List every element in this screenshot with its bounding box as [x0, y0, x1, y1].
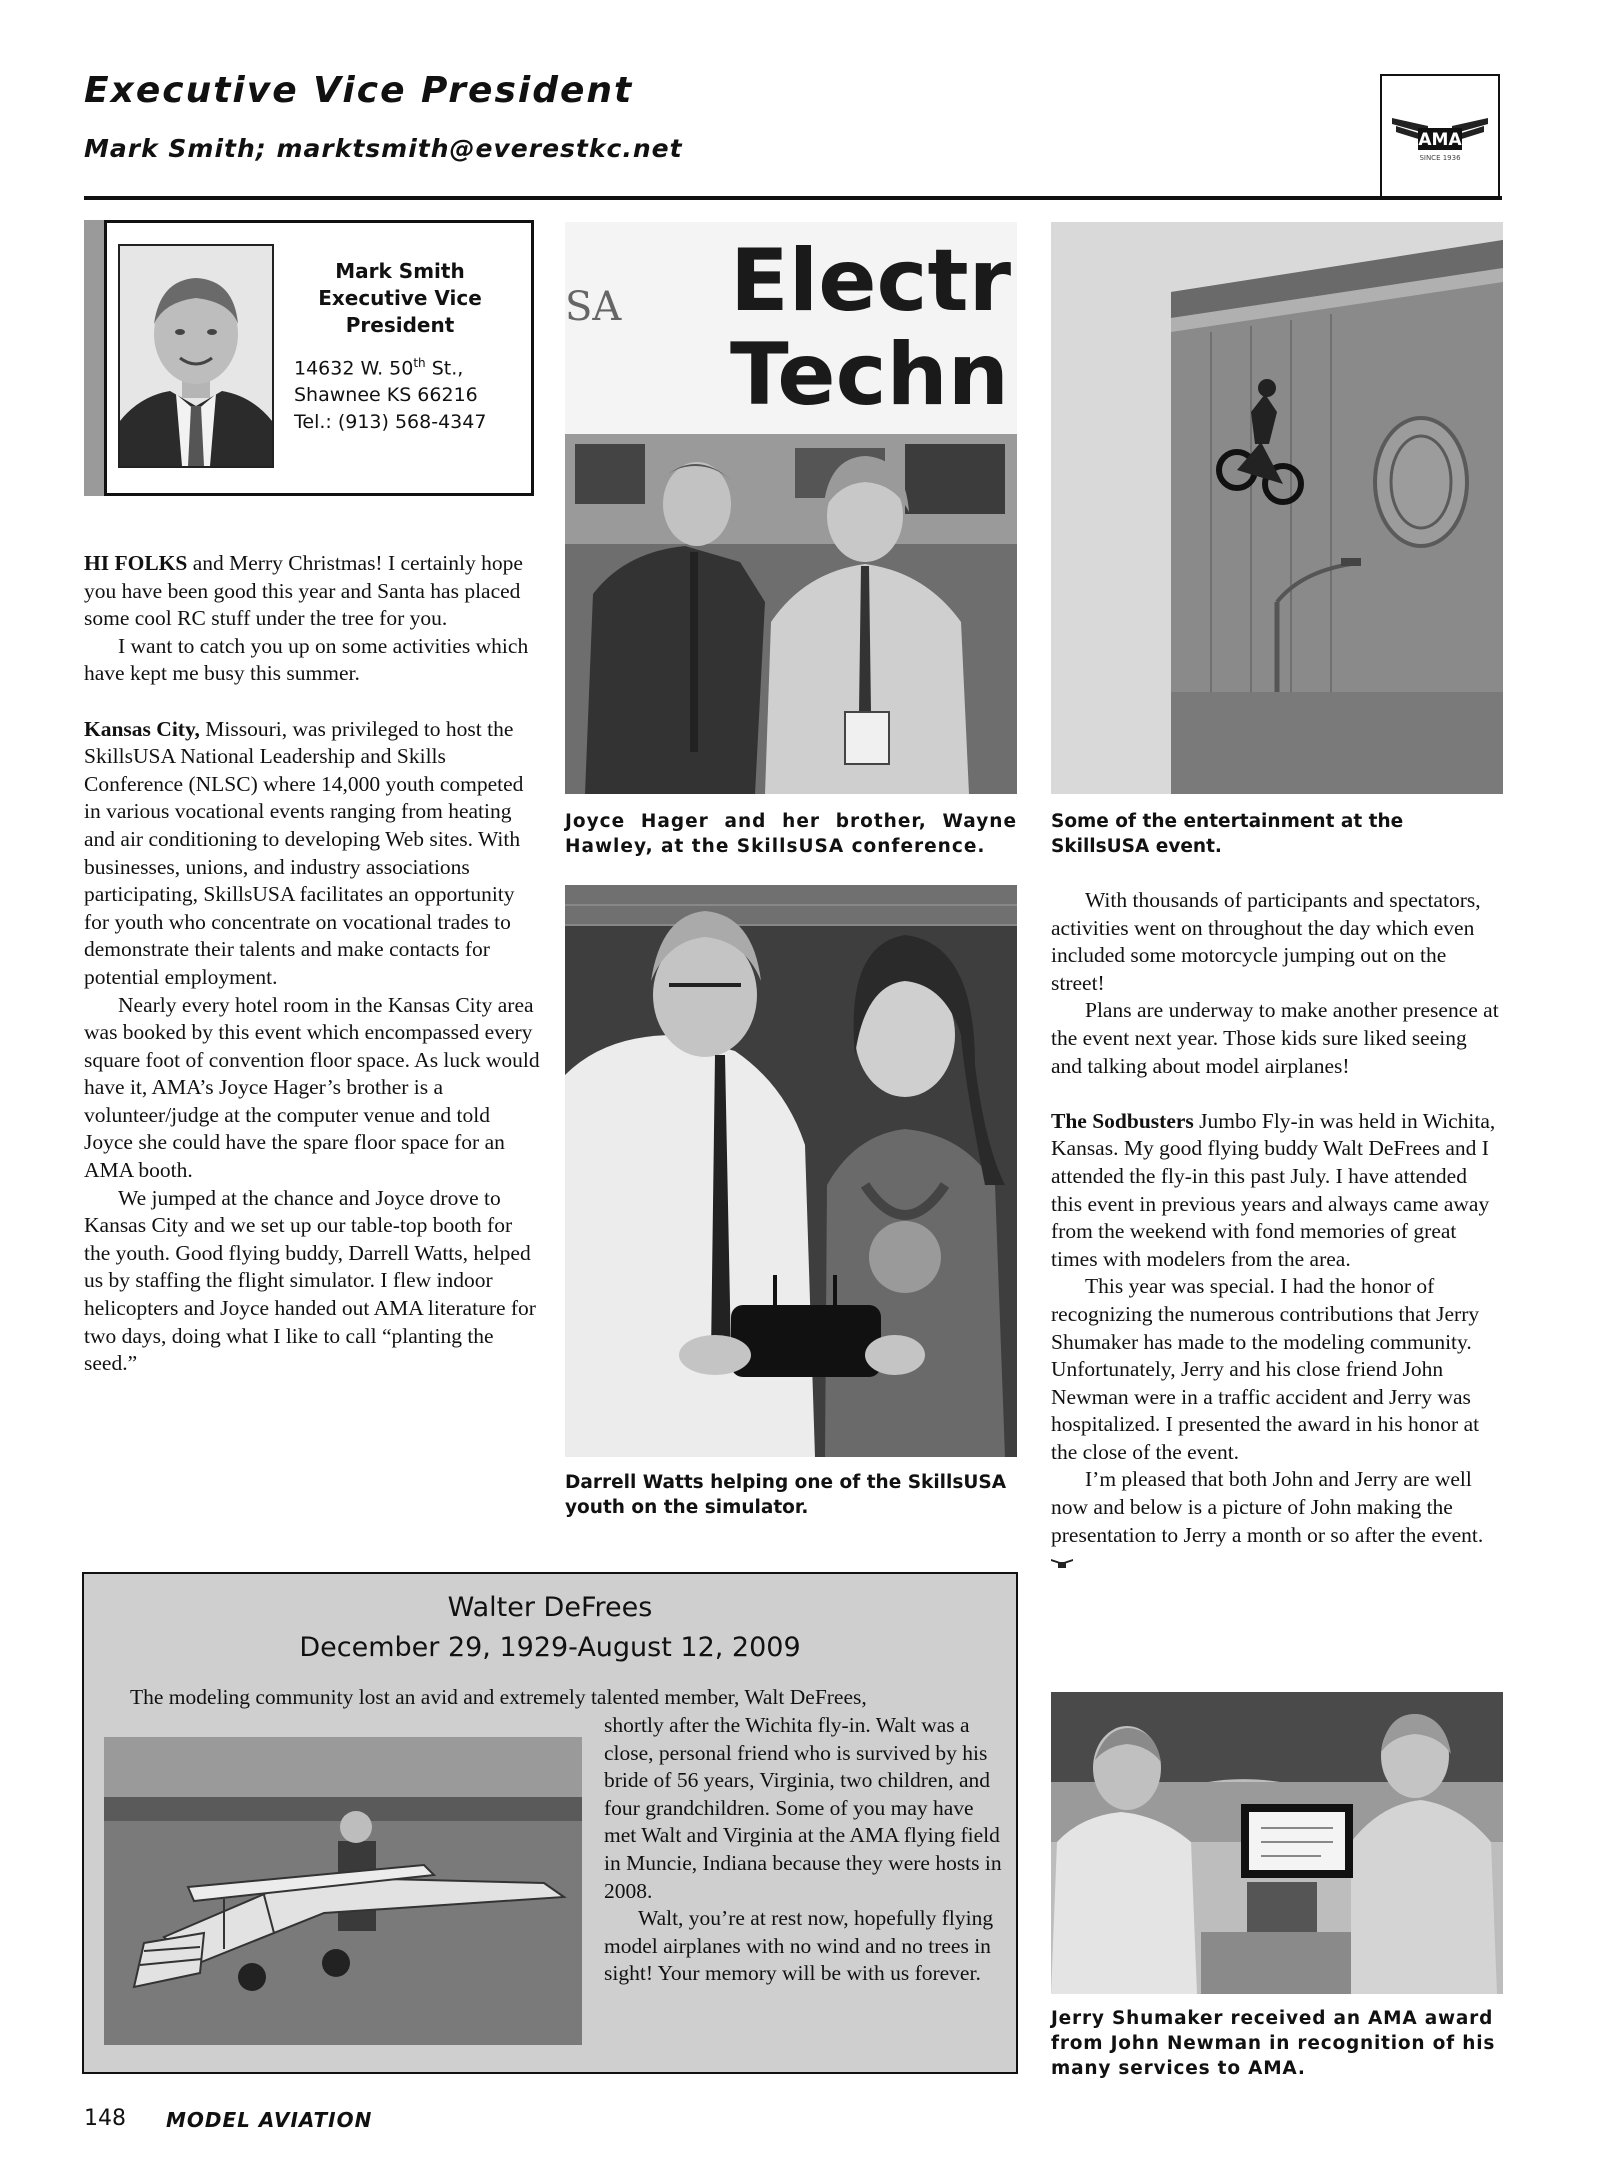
memorial-body — [604, 1712, 1006, 1988]
caption-booth: Joyce Hager and her brother, Wayne Hawley, at the SkillsUSA conference. — [565, 811, 1017, 857]
paragraph: HI FOLKS and Merry Christmas! I certainly hope you have been good this year and Santa has placed some cool RC stuff under the tree for you. — [84, 551, 523, 631]
caption-award: Jerry Shumaker received an AMA award from John Newman in recognition of his many services to AMA. — [1051, 2008, 1496, 2079]
photo-award — [1051, 1692, 1503, 1994]
logo-text: AMA — [1418, 130, 1462, 150]
caption-simulator: Darrell Watts helping one of the SkillsUSA youth on the simulator. — [565, 1472, 1007, 1518]
paragraph: With thousands of participants and spectators, activities went on throughout the day which even included some motorcycle jumping out on the street! — [1051, 888, 1481, 995]
paragraph: Plans are underway to make another presence at the event next year. Those kids sure liked seeing and talking about model airplanes! — [1051, 998, 1499, 1078]
paragraph: Nearly every hotel room in the Kansas City area was booked by this event which encompassed every square foot of convention floor space. As luck would have it, AMA’s Joyce Hager’s brother is a volunteer/judge at the computer venue and told Joyce she could have the spare floor space for an AMA booth. — [84, 992, 540, 1183]
banner-text-1: Electr — [730, 231, 1012, 331]
paragraph: We jumped at the chance and Joyce drove to Kansas City and we set up our table-top booth for the youth. Good flying buddy, Darrell Watts, helped us by staffing the flight simulator. I flew indoor helicopters and Joyce handed out AMA literature for two days, doing what I like to call “planting the seed.” — [84, 1185, 536, 1376]
card-street: 14632 W. 50th St., — [294, 356, 464, 380]
photo-walt-airplane — [104, 1737, 582, 2045]
paragraph: I’m pleased that both John and Jerry are well now and below is a picture of John making the presentation to Jerry a month or so after the event. — [1051, 1466, 1501, 1576]
photo-booth — [565, 222, 1017, 794]
banner-text-2: Techn — [730, 325, 1009, 425]
memorial-dates: December 29, 1929-August 12, 2009 — [299, 1632, 801, 1663]
paragraph: I want to catch you up on some activities which have kept me busy this summer. — [84, 633, 529, 686]
memorial-lead: The modeling community lost an avid and extremely talented member, Walt DeFrees, — [130, 1685, 867, 1709]
card-name-block — [290, 258, 510, 339]
page-number: 148 — [84, 2106, 126, 2131]
ama-logo — [1380, 74, 1500, 198]
paragraph: The Sodbusters Jumbo Fly-in was held in Wichita, Kansas. My good flying buddy Walt DeFrees and I attended the fly-in this past July. I have attended this event in previous years and always came away from the weekend with fond memories of great times with modelers from the area. — [1051, 1108, 1496, 1271]
article-column-1 — [84, 550, 540, 1378]
magazine-name: MODEL AVIATION — [166, 2108, 373, 2132]
header-rule — [84, 196, 1502, 200]
paragraph: Walt, you’re at rest now, hopefully flying model airplanes with no wind and no trees in sight! Your memory will be with us forever. — [604, 1906, 994, 1986]
card-role-line1: Executive Vice — [318, 286, 482, 310]
banner-side-text: SA — [565, 284, 622, 330]
paragraph: This year was special. I had the honor of recognizing the numerous contributions that Jerry Shumaker has made to the modeling community. Unfortunately, Jerry and his close friend John Newman were in a traffic accident and Jerry was hospitalized. I presented the award in his honor at the close of the event. — [1051, 1274, 1480, 1464]
photo-simulator — [565, 885, 1017, 1457]
article-column-3 — [1051, 887, 1501, 1577]
memorial-name: Walter DeFrees — [447, 1592, 653, 1623]
card-address — [294, 350, 486, 436]
card-role-line2: President — [345, 313, 455, 337]
ama-end-mark-icon — [1051, 1557, 1073, 1569]
logo-subtext: SINCE 1936 — [1419, 154, 1461, 162]
memorial-heading — [82, 1588, 1018, 1668]
ama-wings-icon — [1388, 104, 1492, 166]
photo-motorcycle — [1051, 222, 1503, 794]
headshot-photo — [118, 244, 274, 468]
card-phone: Tel.: (913) 568-4347 — [294, 411, 487, 434]
caption-motorcycle: Some of the entertainment at the SkillsUSA event. — [1051, 811, 1404, 857]
paragraph: Kansas City, Missouri, was privileged to host the SkillsUSA National Leadership and Skills Conference (NLSC) where 14,000 youth competed in various vocational events ranging from heating and air conditioning to developing Web sites. With businesses, unions, and industry associations participating, SkillsUSA facilitates an opportunity for youth who concentrate on vocational trades to demonstrate their talents and make contacts for potential employment. — [84, 716, 524, 989]
card-name: Mark Smith — [335, 259, 465, 283]
page-subtitle: Mark Smith; marktsmith@everestkc.net — [84, 134, 683, 163]
page-title: Executive Vice President — [84, 70, 634, 111]
paragraph: shortly after the Wichita fly-in. Walt was a close, personal friend who is survived by his bride of 56 years, Virginia, two children, and four grandchildren. Some of you may have met Walt and Virginia at the AMA flying field in Muncie, Indiana because they were hosts in 2008. — [604, 1713, 1002, 1903]
card-city: Shawnee KS 66216 — [294, 384, 478, 407]
